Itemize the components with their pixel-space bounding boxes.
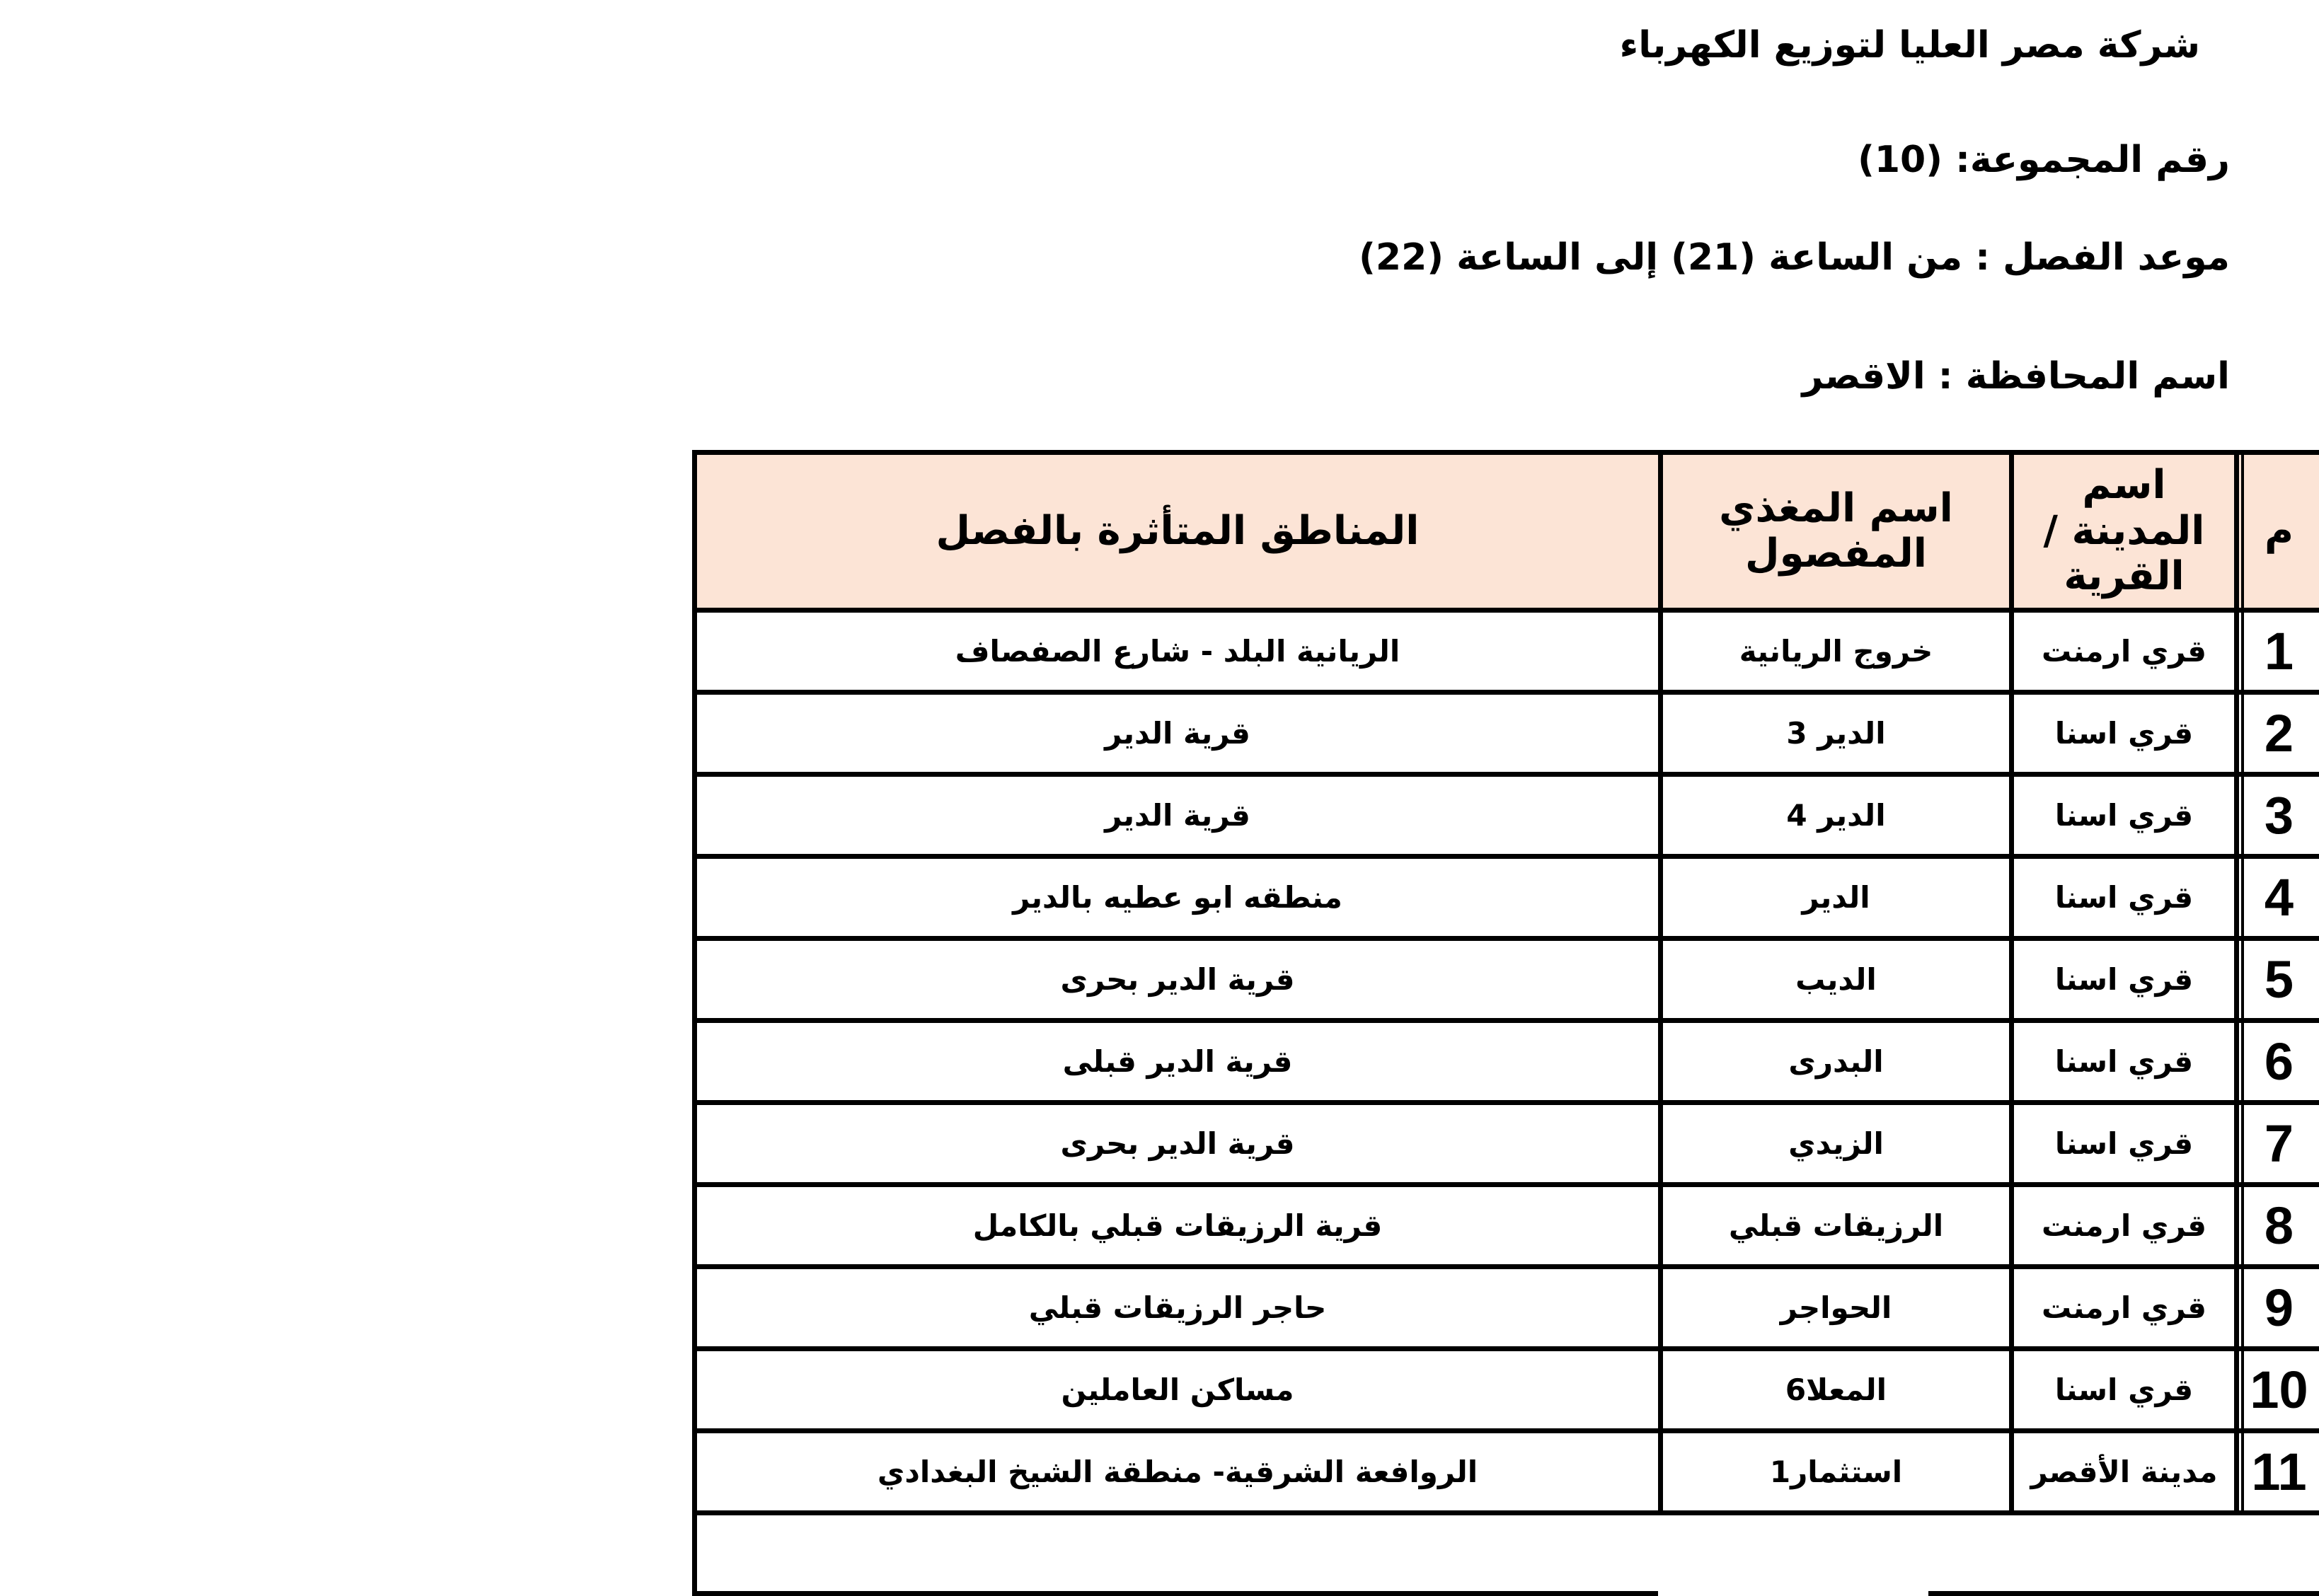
column-divider [2234,455,2239,1510]
cell-areas: حاجر الرزيقات قبلي [1028,1290,1327,1325]
cell-city: قري اسنا [2054,716,2194,751]
cell-areas: قرية الدير [1105,716,1250,751]
cell-feeder: الزيدي [1788,1126,1884,1161]
cell-feeder: الرزيقات قبلي [1728,1208,1944,1243]
cell-city: مدينة الأقصر [2030,1455,2218,1489]
cell-feeder: الديب [1795,962,1877,997]
cutoff-schedule: موعد الفصل : من الساعة (21) إلى الساعة (22) [1359,236,2230,279]
cell-areas: قرية الدير بحرى [1060,962,1295,997]
header-city: اسم المدينة / القرية [2014,455,2234,608]
cell-feeder: المعلا6 [1785,1372,1887,1407]
cell-index: 11 [2251,1442,2307,1501]
cell-areas: الروافعة الشرقية- منطقة الشيخ البغدادي [877,1455,1478,1489]
cell-index: 7 [2264,1114,2294,1173]
row-divider [697,1428,2319,1433]
column-divider [2009,455,2014,1510]
cell-index: 4 [2264,868,2294,927]
row-divider [697,1018,2319,1023]
cell-areas: قرية الدير بحرى [1060,1126,1295,1161]
row-divider [697,1510,2319,1515]
cell-city: قري اسنا [2054,880,2194,915]
cell-city: قري ارمنت [2042,1208,2206,1243]
row-divider [697,608,2319,613]
group-number: رقم المجموعة: (10) [1858,139,2230,181]
cell-index: 1 [2264,622,2294,681]
cell-areas: منطقه ابو عطيه بالدير [1013,880,1342,915]
row-divider [697,1591,1658,1596]
cell-areas: الريانية البلد - شارع الصفصاف [955,634,1400,669]
cell-areas: قرية الدير [1105,798,1250,833]
row-divider [697,1182,2319,1187]
cell-index: 5 [2264,950,2294,1009]
cell-index: 3 [2264,786,2294,845]
cell-city: قري اسنا [2054,798,2194,833]
cell-index: 6 [2264,1032,2294,1091]
column-divider [2241,455,2244,1510]
empty-row [697,1515,2319,1592]
header-affected-areas: المناطق المتأثرة بالفصل [697,455,1658,608]
cell-feeder: الدير [1802,880,1870,915]
row-divider [1928,1591,2319,1596]
header-feeder: اسم المغذي المفصول [1663,455,2009,608]
row-divider [697,1346,2319,1351]
row-divider [697,772,2319,777]
row-divider [697,1100,2319,1105]
column-divider [1658,455,1663,1510]
cell-feeder: الحواجر [1780,1290,1892,1325]
row-divider [697,936,2319,941]
row-divider [697,854,2319,859]
cell-index: 10 [2250,1360,2308,1419]
cell-areas: قرية الرزيقات قبلي بالكامل [972,1208,1383,1243]
cell-city: قري ارمنت [2042,1290,2206,1325]
cell-feeder: الدير 4 [1786,798,1886,833]
cell-feeder: البدرى [1788,1044,1884,1079]
cell-index: 9 [2264,1278,2294,1337]
cell-city: قري اسنا [2054,962,2194,997]
cell-city: قري اسنا [2054,1126,2194,1161]
cell-feeder: الدير 3 [1786,716,1886,751]
row-divider [697,1264,2319,1269]
cell-feeder: خروج الريانية [1739,634,1933,669]
header-index: م [2239,455,2319,608]
cell-index: 2 [2264,704,2294,763]
cell-city: قري ارمنت [2042,634,2206,669]
cell-city: قري اسنا [2054,1372,2194,1407]
company-name: شركة مصر العليا لتوزيع الكهرباء [1619,24,2200,66]
row-divider [697,690,2319,695]
cell-areas: مساكن العاملين [1061,1372,1294,1407]
cell-index: 8 [2264,1196,2294,1255]
cutoff-table [692,450,2319,1596]
cell-city: قري اسنا [2054,1044,2194,1079]
governorate-name: اسم المحافظة : الاقصر [1802,355,2230,398]
cell-feeder: استثمار1 [1769,1455,1903,1489]
cell-areas: قرية الدير قبلى [1062,1044,1293,1079]
